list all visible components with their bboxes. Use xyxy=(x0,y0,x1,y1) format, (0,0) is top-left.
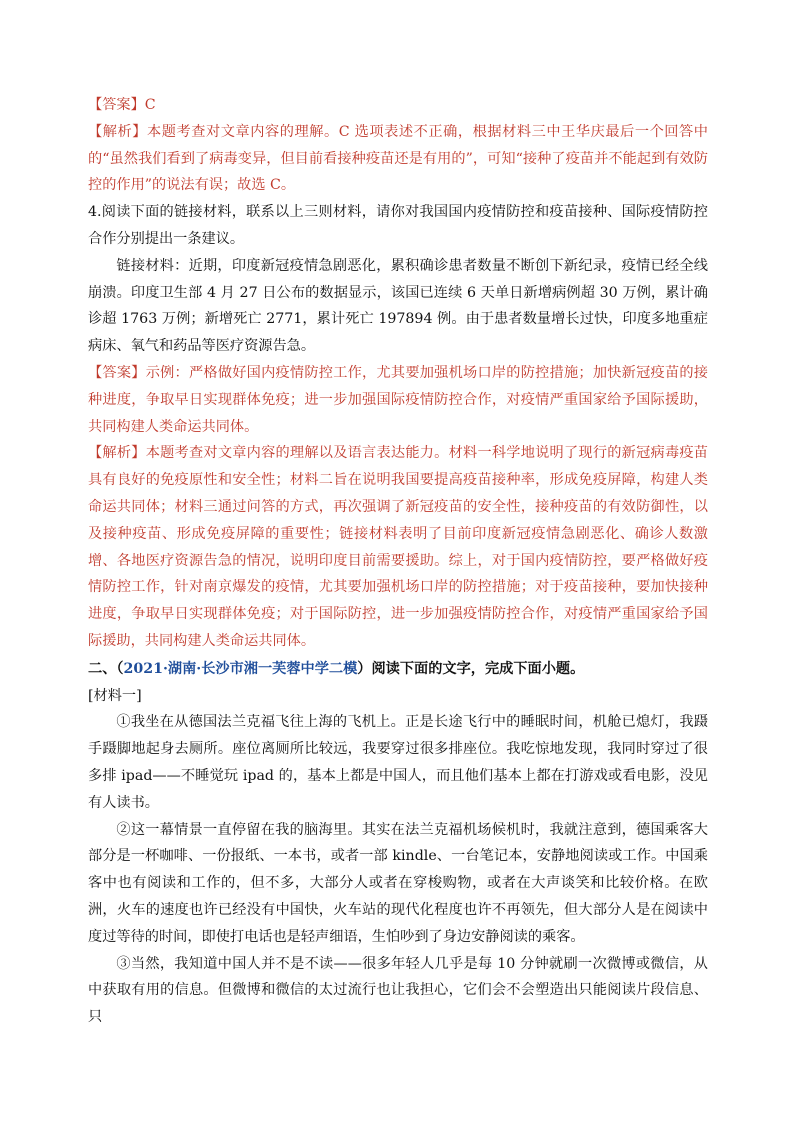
section-2-heading xyxy=(88,656,708,683)
answer-value: C xyxy=(144,97,156,113)
link-material: 链接材料：近期，印度新冠疫情急剧恶化，累积确诊患者数量不断创下新纪录，疫情已经全线崩溃。印度卫生部 4 月 27 日公布的数据显示，该国已连续 6 天单日新增病例超 30 万例，累计确诊超 1763 万例；新增死亡 2771，累计死亡 197894 例。由于患者数量增长过快，印度多地重症病床、氧气和药品等医疗资源告急。 xyxy=(88,257,708,355)
answer-3 xyxy=(88,92,708,119)
explanation-4 xyxy=(88,440,708,654)
material-paragraph: ③当然，我知道中国人并不是不读——很多年轻人几乎是每 10 分钟就刷一次微博或微信，从中获取有用的信息。但微博和微信的太过流行也让我担心，它们会不会塑造出只能阅读片段信息、只 xyxy=(88,955,708,1026)
question-4: 4.阅读下面的链接材料，联系以上三则材料，请你对我国国内疫情防控和疫苗接种、国际疫情防控合作分别提出一条建议。 xyxy=(88,204,708,247)
explanation-text: 本题考查对文章内容的理解。C 选项表述不正确，根据材料三中王华庆最后一个回答中的“虽然我们看到了病毒变异，但目前看接种疫苗还是有用的”，可知“接种了疫苗并不能起到有效防控的作用”的说法有误；故选 C。 xyxy=(88,123,708,194)
explanation-text: 本题考查对文章内容的理解以及语言表达能力。材料一科学地说明了现行的新冠病毒疫苗具有良好的免疫原性和安全性；材料二旨在说明我国要提高疫苗接种率，形成免疫屏障，构建人类命运共同体；材料三通过问答的方式，再次强调了新冠疫苗的安全性，接种疫苗的有效防御性，以及接种疫苗、形成免疫屏障的重要性；链接材料表明了目前印度新冠疫情急剧恶化、确诊人数激增、各地医疗资源告急的情况，说明印度目前需要援助。综上，对于国内疫情防控，要严格做好疫情防控工作，针对南京爆发的疫情，尤其要加强机场口岸的防控措施；对于疫苗接种，要加快接种进度，争取早日实现群体免疫；对于国际防控，进一步加强疫情防控合作，对疫情严重国家给予国际援助，共同构建人类命运共同体。 xyxy=(88,445,708,649)
answer-4 xyxy=(88,360,708,440)
explanation-label: 【解析】 xyxy=(88,445,146,462)
answer-text: 示例：严格做好国内疫情防控工作，尤其要加强机场口岸的防控措施；加快新冠疫苗的接种进度，争取早日实现群体免疫；进一步加强国际疫情防控合作，对疫情严重国家给予国际援助，共同构建人类命运共同体。 xyxy=(88,364,708,435)
explanation-label: 【解析】 xyxy=(88,123,147,140)
section-source: 2021·湖南·长沙市湘一芙蓉中学二模 xyxy=(123,660,358,677)
section-prefix: 二、（ xyxy=(88,660,124,677)
material-paragraph: ②这一幕情景一直停留在我的脑海里。其实在法兰克福机场候机时，我就注意到，德国乘客大部分是一杯咖啡、一份报纸、一本书，或者一部 kindle、一台笔记本，安静地阅读或工作。中国乘客中也有阅读和工作的，但不多，大部分人或者在穿梭购物，或者在大声谈笑和比较价格。在欧洲，火车的速度也许已经没有中国快，火车站的现代化程度也许不再领先，但大部分人是在阅读中度过等待的时间，即使打电话也是轻声细语，生怕吵到了身边安静阅读的乘客。 xyxy=(88,821,708,945)
section-suffix: ）阅读下面的文字，完成下面小题。 xyxy=(357,660,585,677)
material-1-label: [材料一] xyxy=(88,687,142,704)
document-page xyxy=(88,92,708,1031)
material-paragraph: ①我坐在从德国法兰克福飞往上海的飞机上。正是长途飞行中的睡眠时间，机舱已熄灯，我蹑手蹑脚地起身去厕所。座位离厕所比较远，我要穿过很多排座位。我吃惊地发现，我同时穿过了很多排 ipad——不睡觉玩 ipad 的，基本上都是中国人，而且他们基本上都在打游戏或看电影，没见有人读书。 xyxy=(88,714,708,811)
explanation-3 xyxy=(88,119,708,199)
answer-label: 【答案】 xyxy=(88,97,145,113)
answer-label: 【答案】 xyxy=(88,364,146,381)
